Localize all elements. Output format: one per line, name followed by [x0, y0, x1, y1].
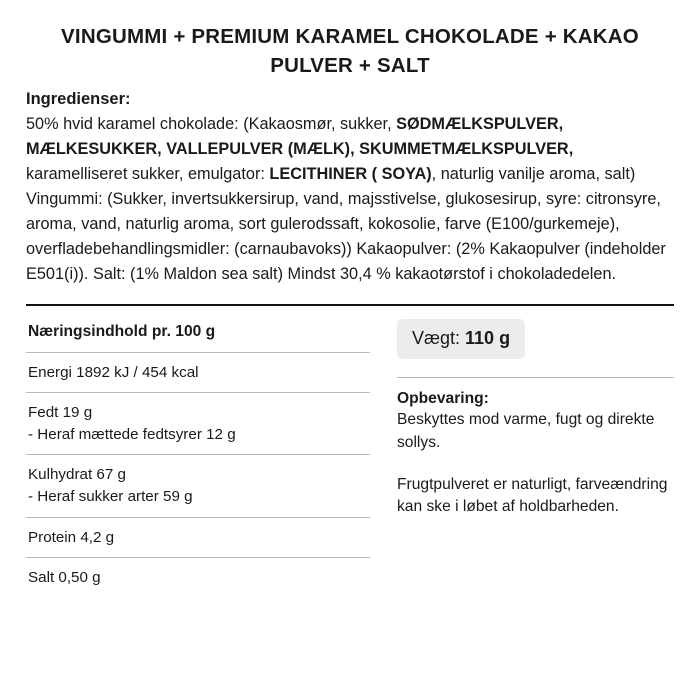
- nutrition-heading: Næringsindhold pr. 100 g: [28, 322, 216, 340]
- storage-note: Frugtpulveret er naturligt, farveændring kan ske i løbet af holdbarheden.: [397, 475, 668, 516]
- nutrition-table: [26, 352, 370, 598]
- nutrition-value: Kulhydrat 67 g: [28, 466, 126, 484]
- ingredient-run: 50% hvid karamel chokolade: (Kakaosmør, sukker,: [26, 115, 397, 134]
- nutrition-value: Protein 4,2 g: [28, 528, 115, 546]
- nutrition-subvalue: - Heraf sukker arter 59 g: [28, 487, 193, 505]
- nutrition-value: Salt 0,50 g: [28, 569, 101, 587]
- nutrition-value: Fedt 19 g: [28, 404, 93, 422]
- details-columns: [26, 306, 674, 598]
- ingredients-text: [26, 112, 674, 286]
- storage-heading: Opbevaring:: [397, 389, 489, 407]
- weight-value: 110 g: [465, 327, 511, 348]
- info-column: [396, 306, 674, 598]
- table-row: [26, 454, 370, 516]
- ingredient-allergen: LECITHINER ( SOYA): [269, 165, 432, 184]
- weight-label: Vægt:: [412, 327, 466, 348]
- table-row: [26, 392, 370, 454]
- nutrition-subvalue: - Heraf mættede fedtsyrer 12 g: [28, 425, 236, 443]
- ingredients-heading: Ingredienser:: [26, 90, 131, 109]
- weight-badge: [397, 319, 525, 359]
- table-row: [26, 517, 370, 558]
- nutrition-column: [26, 306, 370, 598]
- storage-text: Beskyttes mod varme, fugt og direkte sollys.: [397, 410, 655, 451]
- table-row: [26, 352, 370, 393]
- ingredient-run: karamelliseret sukker, emulgator:: [26, 165, 270, 184]
- page-title: VINGUMMI + PREMIUM KARAMEL CHOKOLADE + KAKAO PULVER + SALT: [61, 25, 639, 78]
- ingredient-allergen: SØDMÆLKSPULVER, MÆLKESUKKER, VALLEPULVER (MÆLK), SKUMMETMÆLKSPULVER,: [26, 115, 574, 159]
- ingredient-run: , naturlig vanilje aroma, salt) Vingummi: (Sukker, invertsukkersirup, vand, majsstivelse, glukosesirup, syre: citronsyre, aroma, vand, naturlig aroma, sort gulerodssaft, kokosolie, farve (E100/gurkemeje), overfladebehandlingsmidler: (carnaubavoks)) Kakaopulver: (2% Kakaopulver (indeholder E501(i)). Salt: (1% Maldon sea salt) Mindst 30,4 % kakaotørstof i chokoladedelen.: [26, 165, 666, 283]
- table-row: [26, 557, 370, 598]
- nutrition-value: Energi 1892 kJ / 454 kcal: [28, 363, 199, 381]
